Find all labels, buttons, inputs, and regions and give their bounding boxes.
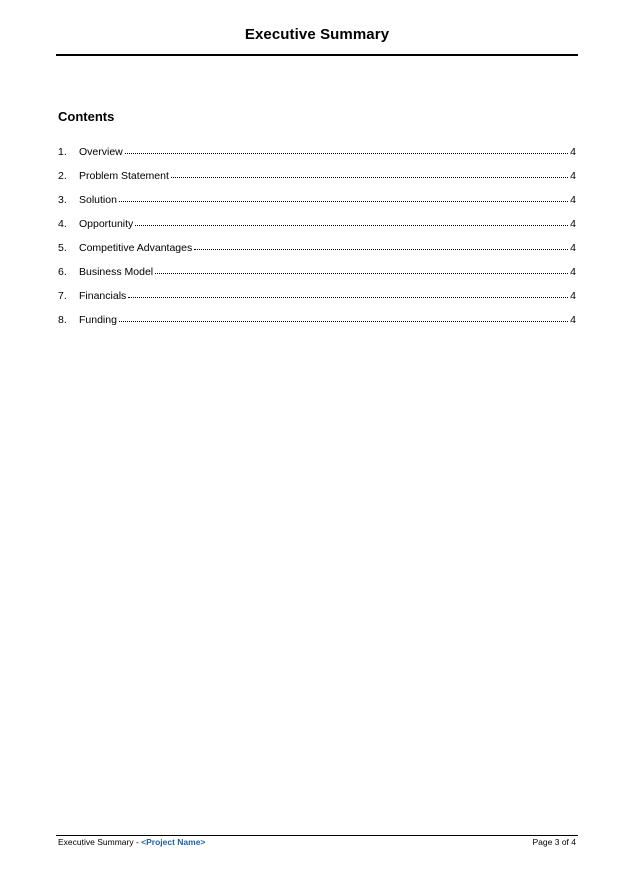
toc-entry-number: 7. (58, 290, 67, 302)
toc-entry-opportunity[interactable] (58, 217, 576, 241)
footer-document-label (58, 837, 205, 848)
toc-dot-leader (155, 272, 568, 274)
toc-entry-page[interactable]: 4 (570, 314, 576, 326)
page-footer (56, 835, 578, 852)
toc-dot-leader (119, 320, 568, 322)
document-title: Executive Summary (244, 26, 390, 43)
toc-entry-competitive-advantages[interactable] (58, 241, 576, 265)
toc-entry-page[interactable]: 4 (570, 146, 576, 158)
contents-heading: Contents (58, 109, 115, 124)
toc-entry-page[interactable]: 4 (570, 218, 576, 230)
toc-entry-title[interactable]: Financials (79, 290, 127, 302)
toc-dot-leader (125, 152, 568, 154)
toc-entry-title[interactable]: Problem Statement (79, 170, 169, 182)
toc-dot-leader (194, 248, 568, 250)
toc-entry-page[interactable]: 4 (570, 194, 576, 206)
toc-entry-number: 2. (58, 170, 67, 182)
toc-entry-title[interactable]: Overview (79, 146, 123, 158)
toc-entry-title[interactable]: Solution (79, 194, 117, 206)
table-of-contents (58, 145, 576, 337)
toc-entry-solution[interactable] (58, 193, 576, 217)
toc-entry-business-model[interactable] (58, 265, 576, 289)
toc-dot-leader (135, 224, 568, 226)
toc-entry-page[interactable]: 4 (570, 290, 576, 302)
footer-doc-name: Executive Summary - (58, 837, 142, 847)
toc-dot-leader (119, 200, 568, 202)
toc-entry-page[interactable]: 4 (570, 170, 576, 182)
toc-entry-number: 3. (58, 194, 67, 206)
toc-entry-page[interactable]: 4 (570, 266, 576, 278)
toc-entry-title[interactable]: Funding (79, 314, 117, 326)
toc-entry-title[interactable]: Competitive Advantages (79, 242, 193, 254)
toc-entry-financials[interactable] (58, 289, 576, 313)
toc-entry-number: 1. (58, 146, 67, 158)
toc-entry-number: 6. (58, 266, 67, 278)
toc-entry-title[interactable]: Opportunity (79, 218, 134, 230)
toc-entry-title[interactable]: Business Model (79, 266, 154, 278)
toc-entry-page[interactable]: 4 (570, 242, 576, 254)
toc-entry-funding[interactable] (58, 313, 576, 337)
toc-dot-leader (171, 176, 568, 178)
toc-dot-leader (128, 296, 568, 298)
toc-entry-number: 4. (58, 218, 67, 230)
toc-entry-overview[interactable] (58, 145, 576, 169)
toc-entry-problem-statement[interactable] (58, 169, 576, 193)
footer-page-number: Page 3 of 4 (532, 837, 576, 847)
page-header (56, 26, 578, 56)
footer-project-name-placeholder: <Project Name> (141, 837, 206, 847)
toc-entry-number: 8. (58, 314, 67, 326)
toc-entry-number: 5. (58, 242, 67, 254)
